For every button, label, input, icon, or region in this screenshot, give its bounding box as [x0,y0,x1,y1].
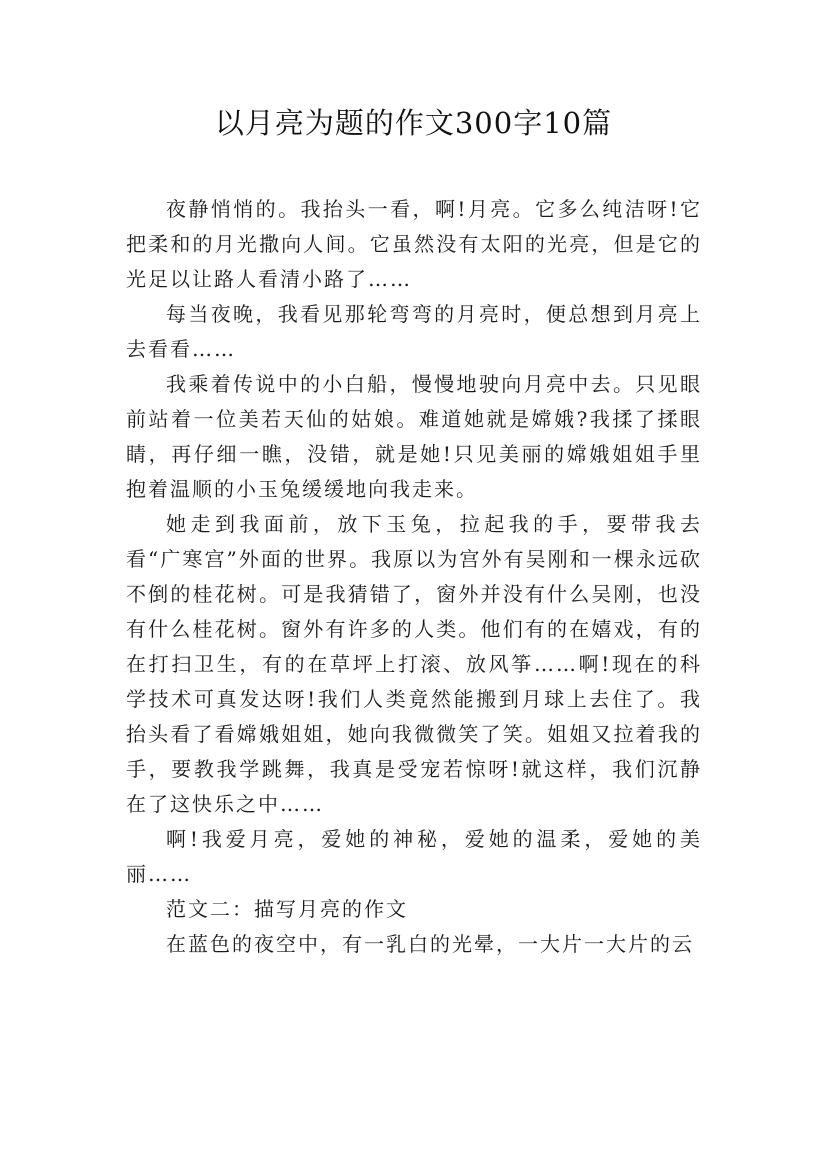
paragraph-5: 啊!我爱月亮，爱她的神秘，爱她的温柔，爱她的美丽…… [126,827,702,886]
paragraph-2: 每当夜晚，我看见那轮弯弯的月亮时，便总想到月亮上去看看…… [126,302,702,361]
paragraph-6: 在蓝色的夜空中，有一乳白的光晕，一大片一大片的云 [166,932,694,956]
paragraph-3: 我乘着传说中的小白船，慢慢地驶向月亮中去。只见眼前站着一位美若天仙的姑娘。难道她就是嫦娥?我揉了揉眼睛，再仔细一瞧，没错，就是她!只见美丽的嫦娥姐姐手里抱着温顺的小玉兔缓缓地向我走来。 [126,372,702,501]
section-heading-sample-2: 范文二：描写月亮的作文 [166,897,408,921]
paragraph-1: 夜静悄悄的。我抬头一看，啊!月亮。它多么纯洁呀!它把柔和的月光撒向人间。它虽然没有太阳的光亮，但是它的光足以让路人看清小路了…… [126,197,702,291]
document-body [126,192,702,962]
paragraph-4: 她走到我面前，放下玉兔，拉起我的手，要带我去看“广寒宫”外面的世界。我原以为宫外有吴刚和一棵永远砍不倒的桂花树。可是我猜错了，窗外并没有什么吴刚，也没有什么桂花树。窗外有许多的人类。他们有的在嬉戏，有的在打扫卫生，有的在草坪上打滚、放风筝……啊!现在的科学技术可真发达呀!我们人类竟然能搬到月球上去住了。我抬头看了看嫦娥姐姐，她向我微微笑了笑。姐姐又拉着我的手，要教我学跳舞，我真是受宠若惊呀!就这样，我们沉静在了这快乐之中…… [126,512,702,816]
document-title: 以月亮为题的作文300字10篇 [214,106,613,140]
